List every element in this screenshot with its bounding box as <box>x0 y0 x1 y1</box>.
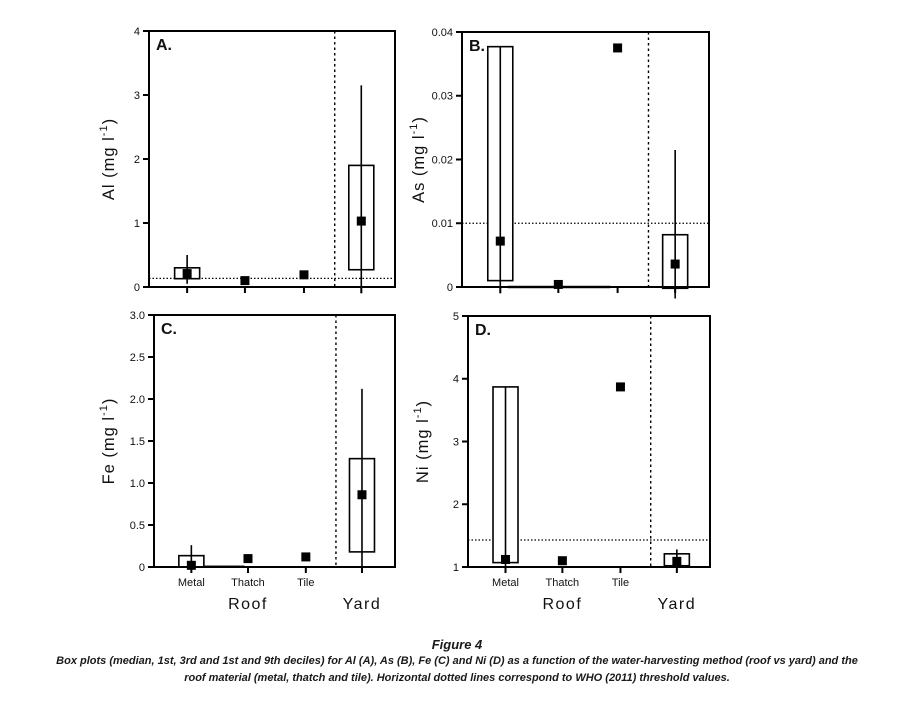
y-tick-label: 1.5 <box>129 435 145 448</box>
x-tick-label-tile: Tile <box>297 577 315 589</box>
panel-letter-c: C. <box>161 321 177 338</box>
box-metal <box>488 47 513 294</box>
y-tick-label: 0.01 <box>431 218 453 231</box>
panel-letter-b: B. <box>469 38 485 55</box>
x-tick-label-metal: Metal <box>177 577 205 589</box>
box-metal <box>493 387 518 570</box>
y-tick-label: 0 <box>446 281 453 294</box>
panel-a <box>98 26 395 294</box>
panel-d <box>412 311 710 613</box>
y-tick-label: 2 <box>133 153 140 166</box>
box-yard <box>349 85 374 293</box>
group-label-yard: Yard <box>342 596 382 613</box>
figure-caption <box>0 636 914 686</box>
y-tick-label: 2.0 <box>129 393 145 406</box>
panel-b <box>408 27 709 299</box>
panel-letter-a: A. <box>156 37 172 54</box>
y-tick-label: 5 <box>452 310 459 323</box>
y-axis-label-c: Fe (mg $l^{-1}$) <box>98 397 118 485</box>
y-axis-label-d: Ni (mg $l^{-1}$) <box>412 399 432 484</box>
y-tick-label: 0.5 <box>129 519 145 532</box>
group-label-yard: Yard <box>657 596 697 613</box>
y-tick-label: 3 <box>452 436 459 449</box>
median-marker-thatch <box>240 276 249 285</box>
y-tick-label: 1 <box>452 561 459 574</box>
group-label-roof: Roof <box>542 596 583 613</box>
box-yard <box>349 389 374 570</box>
y-tick-label: 0.03 <box>431 90 453 103</box>
x-tick-label-thatch: Thatch <box>231 577 265 589</box>
median-marker-tile <box>613 43 622 52</box>
median-marker-thatch <box>243 554 252 563</box>
panel-letter-d: D. <box>475 322 491 339</box>
y-tick-label: 0.02 <box>431 154 453 167</box>
caption-line-2: roof material (metal, thatch and tile). Horizontal dotted lines correspond to WHO (2011) threshold values. <box>184 671 730 684</box>
median-marker <box>357 217 366 226</box>
y-tick-label: 3 <box>133 89 140 102</box>
median-marker <box>501 555 510 564</box>
median-marker-tile <box>301 552 310 561</box>
median-marker <box>183 269 192 278</box>
group-label-roof: Roof <box>228 596 268 613</box>
x-tick-label-metal: Metal <box>492 577 519 589</box>
y-axis-label-a: Al (mg $l^{-1}$) <box>98 117 118 201</box>
y-tick-label: 3.0 <box>129 309 145 322</box>
median-marker <box>357 490 366 499</box>
median-marker <box>671 260 680 269</box>
y-tick-label: 0.04 <box>431 26 453 39</box>
y-tick-label: 0 <box>138 561 145 574</box>
median-marker-tile <box>616 382 625 391</box>
y-tick-label: 2 <box>452 499 459 512</box>
caption-line-1: Box plots (median, 1st, 3rd and 1st and 9th deciles) for Al (A), As (B), Fe (C) and Ni (D) as a function of the water-harvesting method (roof vs yard) and the <box>56 655 858 667</box>
y-tick-label: 1.0 <box>129 477 145 490</box>
y-tick-label: 0 <box>133 281 140 294</box>
y-tick-label: 2.5 <box>129 351 145 364</box>
y-tick-label: 4 <box>133 25 140 38</box>
x-tick-label-tile: Tile <box>611 577 630 589</box>
median-marker-thatch <box>558 556 567 565</box>
x-tick-label-thatch: Thatch <box>545 577 580 589</box>
y-tick-label: 4 <box>452 373 459 386</box>
panel-c <box>98 310 395 613</box>
median-marker <box>672 557 681 566</box>
box-yard <box>663 150 688 299</box>
y-axis-label-b: As (mg $l^{-1}$) <box>408 116 428 203</box>
y-tick-label: 1 <box>133 217 140 230</box>
median-marker <box>496 237 505 246</box>
figure-title: Figure 4 <box>431 637 483 652</box>
median-marker-tile <box>299 270 308 279</box>
box-metal <box>175 255 200 284</box>
